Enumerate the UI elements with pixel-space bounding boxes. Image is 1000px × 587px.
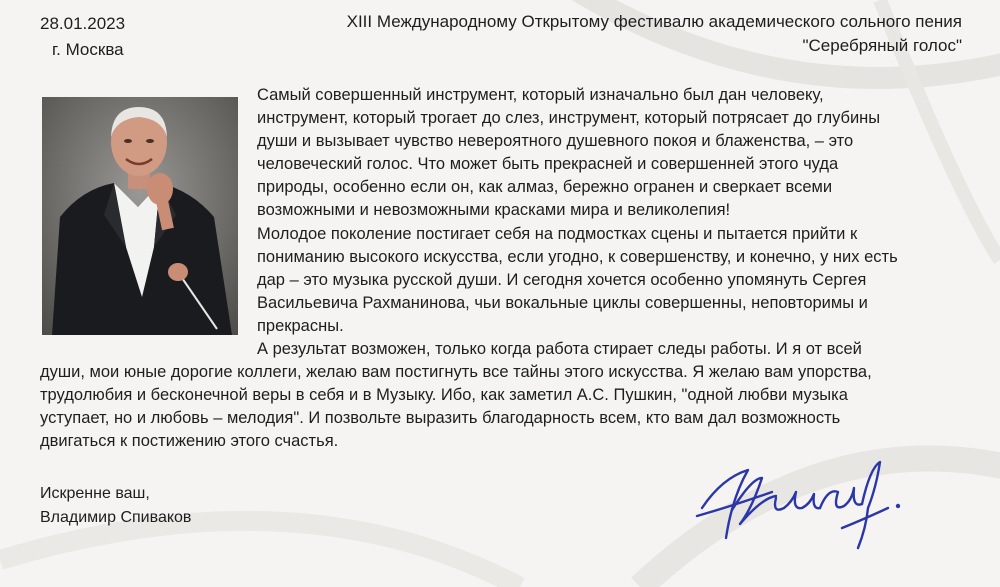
closing-author-name: Владимир Спиваков bbox=[40, 509, 192, 526]
closing-salutation: Искренне ваш, bbox=[40, 485, 150, 502]
body-line: природы, особенно если он, как алмаз, бережно огранен и сверкает всеми bbox=[257, 178, 833, 197]
body-line: возможными и невозможными красками мира и великолепия! bbox=[257, 201, 731, 220]
body-line: уступает, но и любовь – мелодия". И позвольте выразить благодарность всем, кто вам дал возможность bbox=[40, 409, 841, 428]
letter-body bbox=[40, 84, 970, 454]
body-line: Самый совершенный инструмент, который изначально был дан человеку, bbox=[257, 86, 824, 104]
letter-heading bbox=[262, 10, 962, 58]
body-line: Молодое поколение постигает себя на подмостках сцены и пытается прийти к bbox=[257, 224, 858, 243]
body-line: А результат возможен, только когда работа стирает следы работы. И я от всей bbox=[257, 340, 862, 359]
heading-line-1: XIII Международному Открытому фестивалю академического сольного пения bbox=[346, 12, 962, 31]
handwritten-signature bbox=[692, 448, 907, 556]
body-line: дар – это музыка русской души. И сегодня хочется особенно упомянуть Сергея bbox=[257, 270, 867, 289]
body-line: прекрасны. bbox=[257, 316, 344, 335]
body-line: души и вызывает чувство невероятного душевного покоя и блаженства, – это bbox=[257, 132, 854, 151]
body-line: пониманию высокого искусства, если угодно, к совершенству, и конечно, у них есть bbox=[257, 247, 898, 266]
body-line: трудолюбия и бесконечной веры в себя и в Музыку. Ибо, как заметил А.С. Пушкин, "одной любви музыка bbox=[40, 386, 848, 405]
body-line: души, мои юные дорогие коллеги, желаю вам постигнуть все тайны этого искусства. Я желаю вам упорства, bbox=[40, 363, 872, 382]
letter-city: г. Москва bbox=[52, 40, 124, 59]
letter-closing bbox=[40, 482, 191, 530]
letter-date: 28.01.2023 bbox=[40, 14, 126, 33]
body-line: инструмент, который трогает до слез, инструмент, который потрясает до глубины bbox=[257, 109, 881, 128]
body-line: двигаться к постижению этого счастья. bbox=[40, 432, 339, 451]
heading-line-2: "Серебряный голос" bbox=[802, 36, 962, 55]
body-line: Васильевича Рахманинова, чьи вокальные циклы совершенны, неповторимы и bbox=[257, 293, 868, 312]
body-line: человеческий голос. Что может быть прекрасней и совершенней этого чуда bbox=[257, 155, 839, 174]
